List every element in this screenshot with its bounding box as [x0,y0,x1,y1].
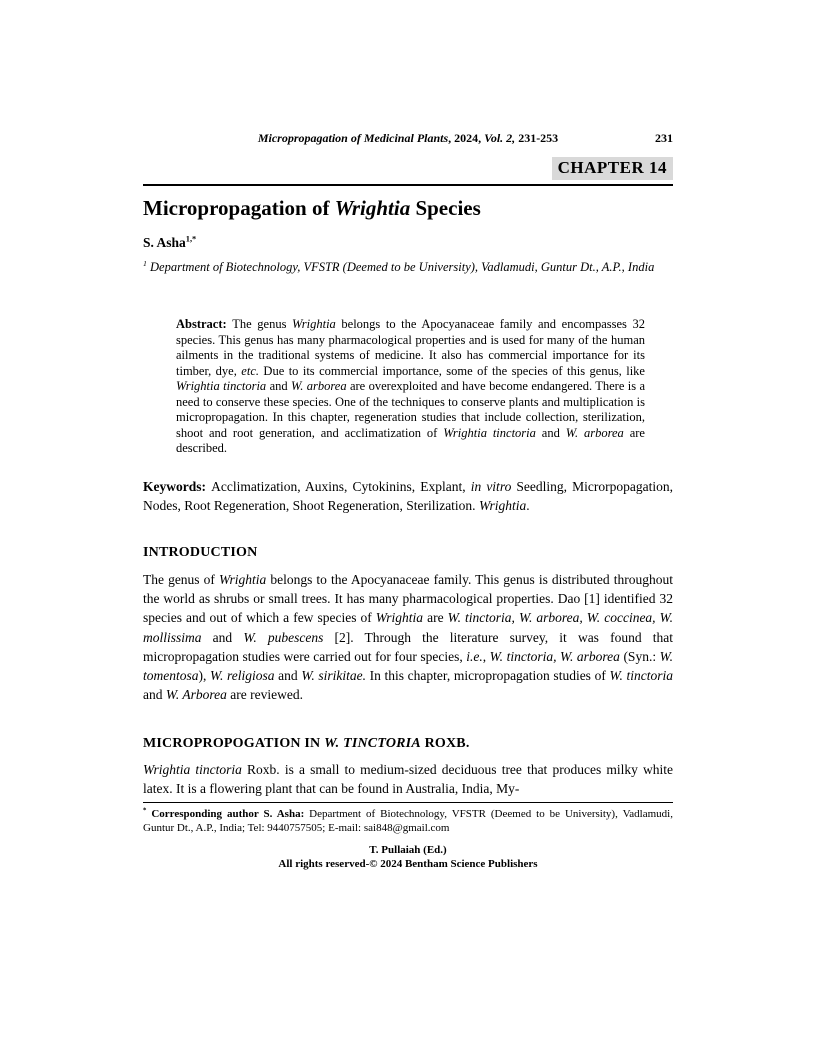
text-segment: Wrightia tinctoria [176,379,267,393]
text-segment: 231-253 [515,131,559,145]
text-segment: W. tinctoria, W. arborea, W. coccinea, W. mollissima [143,610,673,645]
text-segment: ROXB. [420,736,470,751]
text-segment: . [526,498,530,513]
text-segment: W. arborea [291,379,347,393]
chapter-badge: CHAPTER 14 [552,157,673,180]
text-segment: ), [198,668,211,684]
section-heading-micropropogation [143,736,673,752]
text-segment: Department of Biotechnology, VFSTR (Deemed to be University), Vadlamudi, Guntur Dt., A.P., India [146,260,655,274]
page-number: 231 [655,131,673,145]
text-segment: and [201,629,244,645]
text-segment: belongs to the Apocyanaceae family and encompasses 32 species. This genus has many pharmacological properties and is used for many of the human ailments in the traditional systems of medicine. It also has commercial importance for its timber, dye, [176,317,645,378]
text-segment: Micropropagation of [143,196,335,220]
keywords-paragraph [143,477,673,515]
text-segment: are [423,610,448,626]
text-segment: etc. [241,363,259,378]
text-segment: MICROPROPOGATION IN [143,736,325,751]
text-segment: are described. [176,425,645,455]
text-segment: are overexploited and have become endangered. There is a need to conserve these species. One of the techniques to conserve plants and multiplication is micropropagation. In this chapter, regeneration studies that include collection, sterilization, shoot and root generation, and acclimatization of [176,379,645,440]
text-segment: Species [410,196,481,220]
text-segment: and [266,379,291,393]
text-segment: S. Asha [143,235,186,250]
text-segment: Abstract: [176,317,233,331]
text-segment: Acclimatization, Auxins, Cytokinins, Explant, [211,479,471,494]
text-segment: are reviewed. [226,687,303,703]
chapter-badge-row [143,157,673,180]
text-segment: Department of Biotechnology, VFSTR (Deemed to be University), Vadlamudi, Guntur Dt., A.P., India; Tel: 9440757505; E-mail: sai848@gmail.com [143,808,673,834]
text-segment: [2]. Through the literature survey, it was found that micropropagation studies were carried out for four species, [143,629,673,664]
text-segment: Corresponding author S. Asha: [146,808,305,820]
text-segment: W. tomentosa [143,648,673,684]
text-segment: Wrightia [218,572,267,587]
editor-line: T. Pullaiah (Ed.) [369,844,447,856]
text-segment: Wrightia [334,196,411,220]
micropropogation-paragraph [143,760,673,798]
text-segment: Seedling, Microrpopagation, Nodes, Root Regeneration, Shoot Regeneration, Sterilization. [143,479,673,513]
text-segment: and [143,687,166,703]
text-segment: W. tinctoria [609,668,673,684]
text-segment: * [143,807,147,815]
chapter-title [143,196,673,221]
text-segment: , [482,648,490,664]
rights-line: All rights reserved-© 2024 Bentham Science Publishers [278,858,538,870]
text-segment: Wrightia tinctoria [443,425,536,440]
text-segment: i.e. [466,648,483,664]
text-segment: Wrightia tinctoria [143,762,242,777]
text-segment: The genus of [143,572,219,587]
text-segment: Micropropagation of Medicinal Plants [257,131,449,145]
text-segment: W. tinctoria, W. arborea [489,648,620,664]
text-segment: W. TINCTORIA [324,736,421,751]
text-segment: 1 [143,258,147,268]
text-segment: , 2024, [448,131,485,145]
text-segment: W. pubescens [243,629,324,645]
text-segment: W. religiosa [210,668,275,684]
text-segment: and [274,668,302,684]
text-segment: belongs to the Apocyanaceae family. This genus is distributed throughout the world as shrubs or small trees. It has many pharmacological properties. Dao [1] identified 32 species and out of which a few species of [143,572,673,626]
text-segment: Due to its commercial importance, some of the species of this genus, like [259,363,645,378]
text-segment: (Syn.: [619,648,660,664]
header-rule [143,184,673,186]
text-segment: Wrightia [292,317,336,331]
text-segment: 1,* [185,234,197,244]
text-segment: W. Arborea [165,687,227,703]
abstract-paragraph [176,317,645,457]
author-affiliation [143,259,673,276]
text-segment: W. arborea [565,425,624,440]
section-heading-introduction: INTRODUCTION [143,545,258,560]
text-segment: and [535,425,566,440]
running-head [143,131,673,146]
publisher-imprint [143,843,673,871]
text-segment: W. sirikitae. [301,668,366,684]
text-segment: Roxb. is a small to medium-sized deciduous tree that produces milky white latex. It is a flowering plant that can be found in Australia, India, My- [143,762,673,797]
text-segment: Wrightia [375,610,424,626]
text-segment: Vol. 2, [484,131,516,145]
text-segment: in vitro [470,479,512,494]
introduction-paragraph [143,570,673,704]
text-segment: The genus [232,317,293,331]
text-segment: In this chapter, micropropagation studies of [365,668,610,684]
author-line [143,235,673,251]
text-segment: Wrightia [478,498,527,513]
text-segment: Keywords: [143,479,212,494]
corresponding-author-footnote [143,802,673,835]
